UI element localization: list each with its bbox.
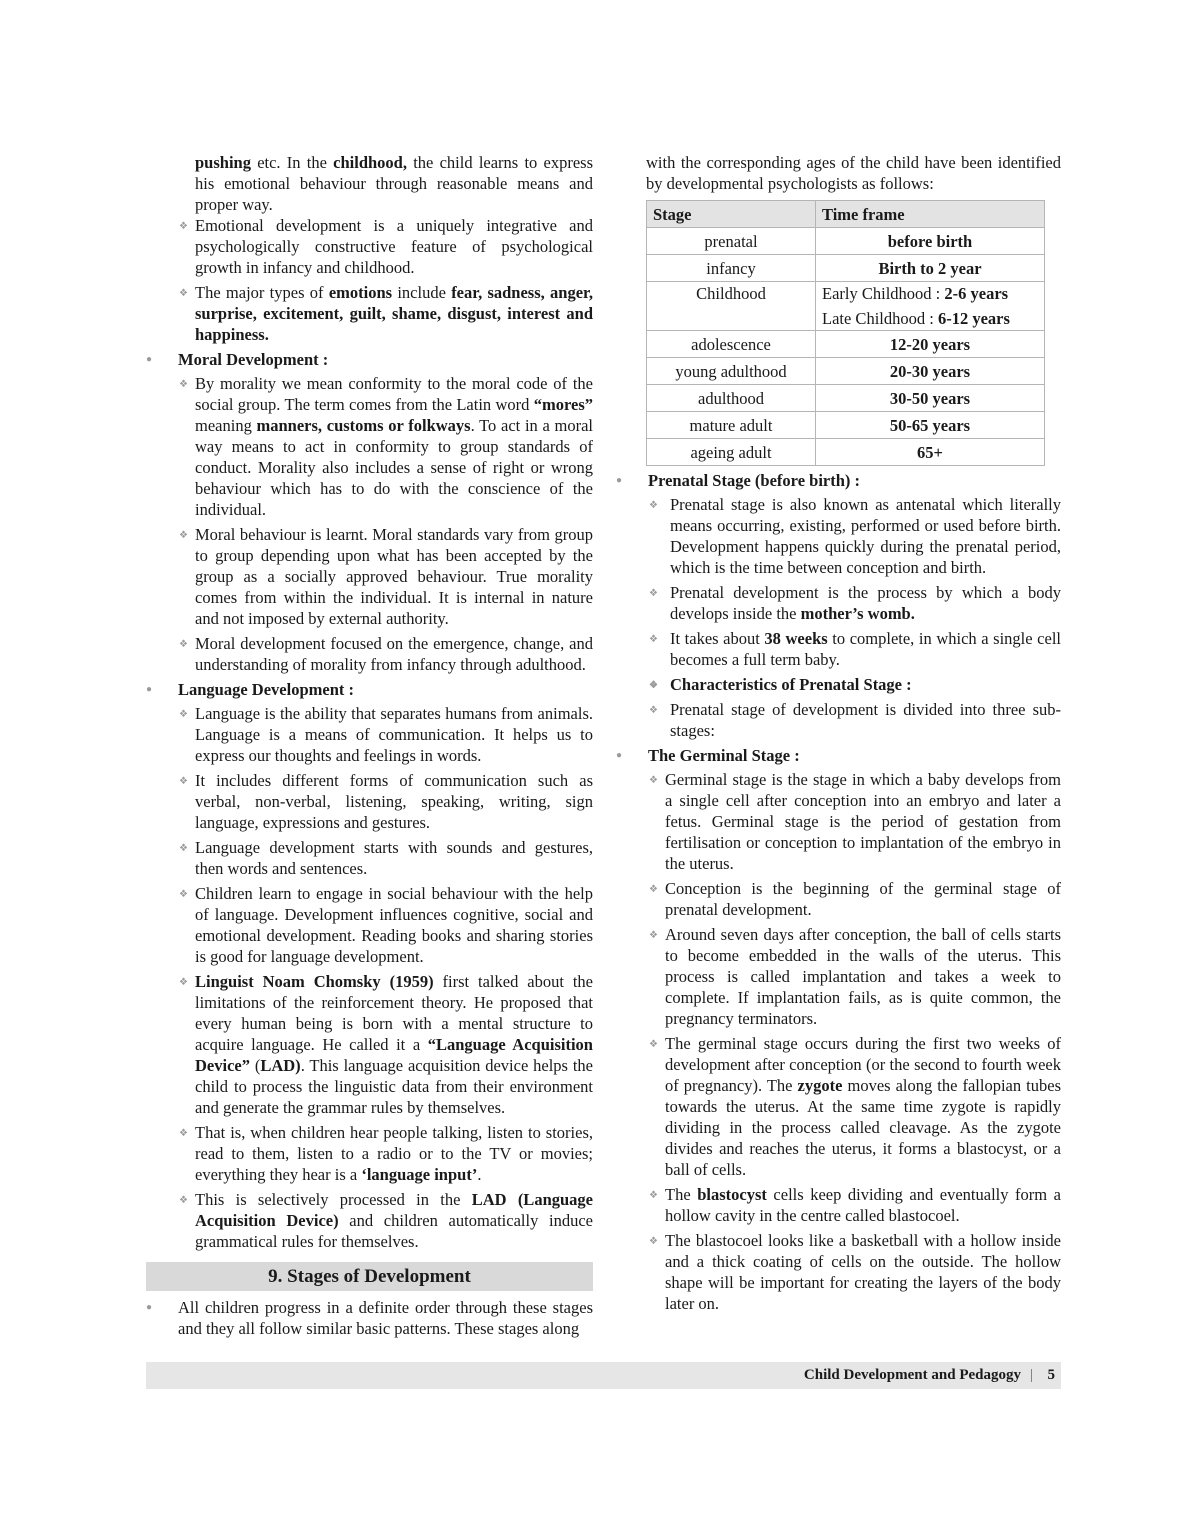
bullet-item: ❖ Conception is the beginning of the germinal stage of prenatal development. — [616, 878, 1061, 920]
table-row — [647, 412, 1045, 439]
time-line: Late Childhood : 6-12 years — [822, 309, 1010, 328]
moral-development-heading: ● Moral Development : — [146, 349, 593, 370]
page-number: 5 — [1047, 1367, 1055, 1383]
time-line: Early Childhood : 2-6 years — [822, 284, 1009, 303]
bullet-item: ❖ Around seven days after conception, the ball of cells starts to become embedded in the walls of the uterus. This process is called implantation and takes a week to complete. If implantation fails, as is quite common, the pregnancy terminators. — [616, 924, 1061, 1029]
table-row — [647, 331, 1045, 358]
bullet-item: ❖ The major types of emotions include fear, sadness, anger, surprise, excitement, guilt, shame, disgust, interest and happiness. — [146, 282, 593, 345]
bullet-item: ❖ That is, when children hear people talking, listen to stories, read to them, listen to a radio or to the TV or movies; everything they hear is a ‘language input’. — [146, 1122, 593, 1185]
time-cell: 50-65 years — [816, 412, 1045, 439]
bullet-item: ❖ Children learn to engage in social behaviour with the help of language. Development influences cognitive, social and emotional development. Reading books and sharing stories is good for language development. — [146, 883, 593, 967]
bullet-item: ❖ Prenatal stage of development is divided into three sub-stages: — [616, 699, 1061, 741]
bullet-item: ❖ The blastocyst cells keep dividing and eventually form a hollow cavity in the centre called blastocoel. — [616, 1184, 1061, 1226]
bullet-item: ❖ The germinal stage occurs during the first two weeks of development after conception (or the second to fourth week of pregnancy). The zygote moves along the fallopian tubes towards the uterus. At the same time zygote is rapidly dividing in the process called cleavage. As the zygote divides and reaches the uterus, it forms a blastocyst, or a ball of cells. — [616, 1033, 1061, 1180]
bullet-paragraph: ● All children progress in a definite order through these stages and they all follow similar basic patterns. These stages along — [146, 1297, 593, 1339]
stage-cell: ageing adult — [647, 439, 816, 466]
footer-separator: | — [1029, 1367, 1033, 1383]
bullet-item: ❖ Language is the ability that separates humans from animals. Language is a means of communication. It helps us to express our thoughts and feelings in words. — [146, 703, 593, 766]
table-row — [647, 439, 1045, 466]
paragraph: with the corresponding ages of the child have been identified by developmental psychologists as follows: — [646, 153, 1061, 193]
section-title: 9. Stages of Development — [146, 1262, 593, 1291]
right-column — [616, 152, 1061, 1318]
bullet-item: ❖ This is selectively processed in the LAD (Language Acquisition Device) and children automatically induce grammatical rules for themselves. — [146, 1189, 593, 1252]
bullet-item: ❖ Emotional development is a uniquely integrative and psychologically constructive feature of psychological growth in infancy and childhood. — [146, 215, 593, 278]
stage-cell: adolescence — [647, 331, 816, 358]
bullet-item: ❖ It takes about 38 weeks to complete, in which a single cell becomes a full term baby. — [616, 628, 1061, 670]
bullet-item: ❖ Prenatal development is the process by which a body develops inside the mother’s womb. — [616, 582, 1061, 624]
table-header-cell: Stage — [647, 201, 816, 228]
germinal-stage-heading: ● The Germinal Stage : — [616, 745, 1061, 766]
paragraph: pushing etc. In the childhood, the child learns to express his emotional behaviour through reasonable means and proper way. — [195, 153, 593, 214]
stage-cell: young adulthood — [647, 358, 816, 385]
prenatal-stage-heading: ● Prenatal Stage (before birth) : — [616, 470, 1061, 491]
time-cell: 12-20 years — [816, 331, 1045, 358]
bullet-item: ❖ Linguist Noam Chomsky (1959) first talked about the limitations of the reinforcement theory. He proposed that every human being is born with a mental structure to acquire language. He called it a “Language Acquisition Device” (LAD). This language acquisition device helps the child to process the linguistic data from their environment and generate the grammar rules by themselves. — [146, 971, 593, 1118]
table-row — [647, 282, 1045, 331]
table-row — [647, 228, 1045, 255]
stage-cell: prenatal — [647, 228, 816, 255]
time-cell: before birth — [816, 228, 1045, 255]
footer-title: Child Development and Pedagogy — [803, 1367, 1021, 1383]
language-development-heading: ● Language Development : — [146, 679, 593, 700]
bullet-item: ❖ Language development starts with sounds and gestures, then words and sentences. — [146, 837, 593, 879]
stage-cell: infancy — [647, 255, 816, 282]
left-column — [146, 152, 593, 1343]
stages-table — [646, 200, 1045, 466]
bullet-item: ❖ It includes different forms of communication such as verbal, non-verbal, listening, speaking, writing, sign language, expressions and gestures. — [146, 770, 593, 833]
table-row — [647, 358, 1045, 385]
bullet-item: ❖ Moral development focused on the emergence, change, and understanding of morality from infancy through adulthood. — [146, 633, 593, 675]
bullet-item: ❖ By morality we mean conformity to the moral code of the social group. The term comes from the Latin word “mores” meaning manners, customs or folkways. To act in a moral way means to act in conformity to group standards of conduct. Morality also includes a sense of right or wrong behaviour which has to do with the conscience of the individual. — [146, 373, 593, 520]
table-header-row — [647, 201, 1045, 228]
stage-cell: Childhood — [647, 282, 816, 331]
table-row — [647, 385, 1045, 412]
bullet-item: ❖ Germinal stage is the stage in which a baby develops from a single cell after conception into an embryo and later a fetus. Germinal stage is the period of gestation from fertilisation or conception to implantation of the embryo in the uterus. — [616, 769, 1061, 874]
table-row — [647, 255, 1045, 282]
time-cell: 20-30 years — [816, 358, 1045, 385]
bullet-item: ❖ Characteristics of Prenatal Stage : — [616, 674, 1061, 695]
table-header-cell: Time frame — [816, 201, 1045, 228]
stage-cell: adulthood — [647, 385, 816, 412]
stage-cell: mature adult — [647, 412, 816, 439]
time-cell: 30-50 years — [816, 385, 1045, 412]
page-footer — [146, 1362, 1061, 1389]
time-cell: 65+ — [816, 439, 1045, 466]
time-cell — [816, 282, 1045, 331]
bullet-item: ❖ Prenatal stage is also known as antenatal which literally means occurring, existing, performed or used before birth. Development happens quickly during the prenatal period, which is the time between conception and birth. — [616, 494, 1061, 578]
bullet-item: ❖ Moral behaviour is learnt. Moral standards vary from group to group depending upon what has been accepted by the group as a socially approved behaviour. True morality comes from within the individual. It is internal in nature and not imposed by external authority. — [146, 524, 593, 629]
bullet-item: ❖ The blastocoel looks like a basketball with a hollow inside and a thick coating of cells on the outside. The hollow shape will be important for creating the layers of the body later on. — [616, 1230, 1061, 1314]
time-cell: Birth to 2 year — [816, 255, 1045, 282]
